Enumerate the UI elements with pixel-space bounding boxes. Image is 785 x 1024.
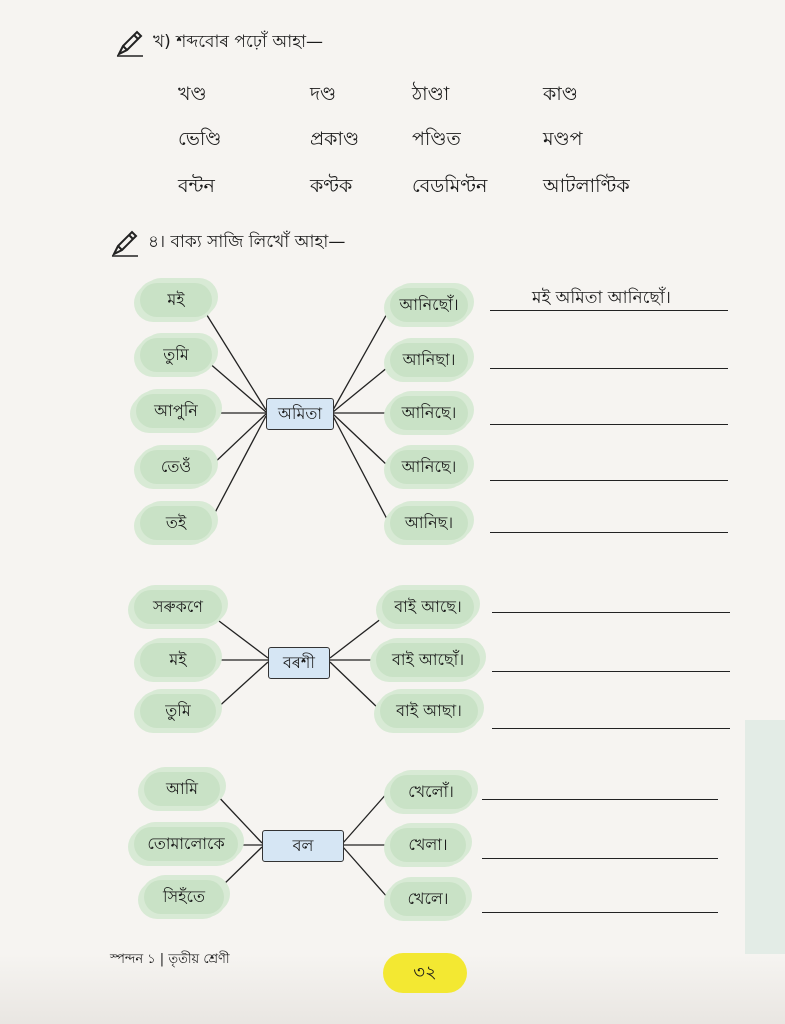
word: পণ্ডিত [412, 128, 461, 150]
connector-line [333, 416, 388, 521]
word: কাণ্ড [543, 83, 578, 105]
connector-line [208, 362, 266, 412]
verb-cloud: বাই আছোঁ। [376, 643, 480, 677]
answer-line[interactable] [482, 799, 718, 800]
verb-cloud: খেলা। [390, 828, 466, 862]
verb-cloud: আনিছোঁ। [390, 288, 468, 322]
answer-line[interactable] [482, 858, 718, 859]
answer-line[interactable] [482, 912, 718, 913]
verb-cloud: বাই আছে। [382, 590, 474, 624]
subject-cloud: সিহঁতে [144, 880, 224, 914]
connector-line [333, 414, 388, 466]
footer-book-title: স্পন্দন ১ | তৃতীয় শ্ৰেণী [110, 952, 230, 967]
page-number-badge: ৩২ [383, 953, 467, 993]
answer-line[interactable] [492, 671, 730, 672]
subject-cloud: আপুনি [136, 394, 216, 428]
subject-cloud: মই [140, 643, 216, 677]
subject-cloud: তুমি [140, 694, 216, 728]
verb-cloud: খেলোঁ। [390, 775, 472, 809]
connector-line [343, 847, 388, 898]
word: খণ্ড [178, 83, 207, 105]
word: আটলাণ্টিক [543, 175, 630, 197]
section-kha-title: খ) শব্দবোৰ পঢ়োঁ আহা— [153, 32, 324, 52]
subject-cloud: মই [140, 283, 212, 317]
center-word-box: বল [262, 830, 344, 862]
answer-line[interactable] [490, 532, 728, 533]
answer-text: মই অমিতা আনিছোঁ। [532, 288, 671, 308]
connector-line [333, 367, 388, 412]
verb-cloud: আনিছে। [390, 450, 468, 484]
subject-cloud: তই [140, 506, 212, 540]
verb-cloud: আনিছা। [390, 343, 468, 377]
verb-cloud: খেলে। [390, 882, 466, 916]
connector-line [210, 416, 266, 522]
connector-line [343, 792, 388, 843]
answer-line[interactable] [490, 424, 728, 425]
connector-line [215, 618, 268, 658]
answer-line[interactable] [490, 480, 728, 481]
word: বন্টন [178, 175, 215, 197]
section-4-title: ৪। বাক্য সাজি লিখোঁ আহা— [148, 232, 346, 252]
verb-cloud: বাই আছা। [380, 694, 478, 728]
connector-line [333, 312, 388, 410]
connector-line [330, 618, 382, 658]
connector-line [215, 662, 268, 710]
word: কণ্টক [310, 175, 353, 197]
subject-cloud: তেওঁ [140, 450, 212, 484]
verb-cloud: আনিছে। [390, 396, 468, 430]
word: প্ৰকাণ্ড [310, 128, 360, 150]
verb-cloud: আনিছ। [390, 506, 468, 540]
center-word-box: বৰশী [268, 647, 330, 679]
subject-cloud: সৰুকণে [134, 590, 222, 624]
answer-line[interactable] [490, 368, 728, 369]
answer-line[interactable] [492, 612, 730, 613]
answer-line[interactable] [490, 310, 728, 311]
word: ঠাণ্ডা [412, 83, 450, 105]
connector-line [330, 662, 380, 710]
center-word-box: অমিতা [266, 398, 334, 430]
subject-cloud: আমি [144, 772, 220, 806]
word: ভেণ্ডি [178, 128, 222, 150]
connector-line [210, 414, 266, 467]
subject-cloud: তোমালোকে [134, 827, 238, 861]
answer-line[interactable] [492, 728, 730, 729]
word: বেডমিণ্টন [412, 175, 488, 197]
subject-cloud: তুমি [140, 338, 212, 372]
word: মণ্ডপ [543, 128, 583, 150]
word: দণ্ড [310, 83, 337, 105]
connector-line [205, 312, 266, 410]
